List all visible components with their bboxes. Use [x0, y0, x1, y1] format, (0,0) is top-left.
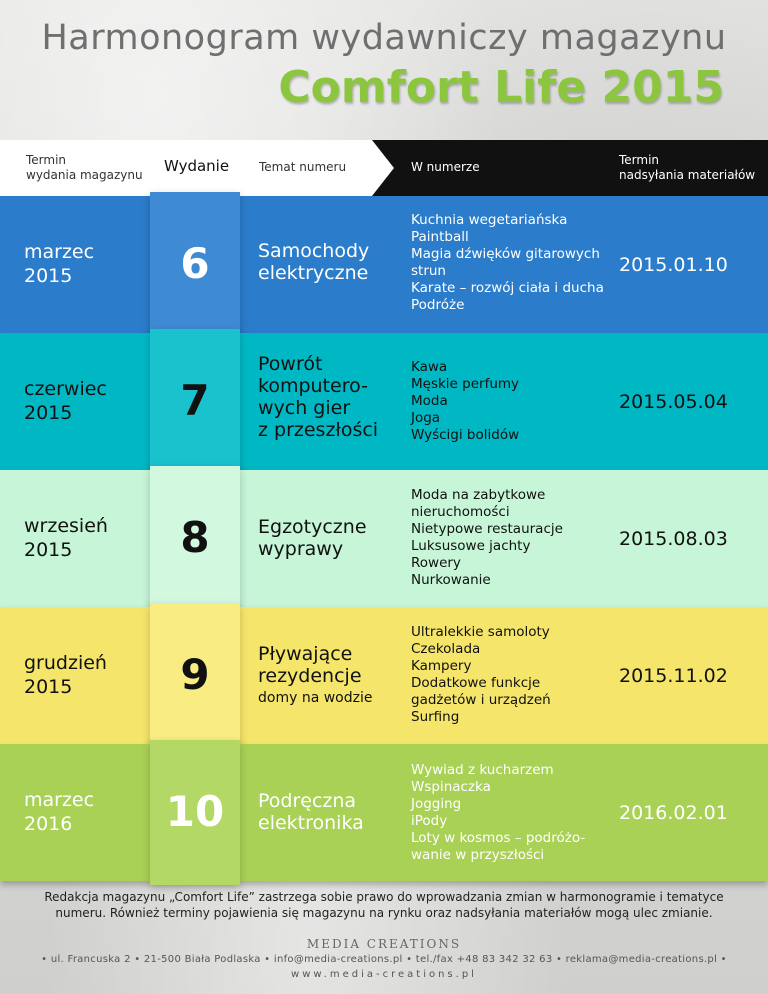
table-row	[0, 744, 768, 881]
issue-month: marzec 2016	[24, 789, 95, 835]
issue-deadline: 2015.05.04	[619, 391, 728, 413]
header-termin-wydania: Termin wydania magazynu	[26, 153, 143, 182]
table-row	[0, 607, 768, 744]
issue-number: 10	[165, 787, 225, 836]
issue-items: Moda na zabytkowe nieruchomości Nietypowe restauracje Luksusowe jachty Rowery Nurkowanie	[411, 487, 563, 588]
header-wydanie: Wydanie	[164, 157, 230, 175]
header-temat: Temat numeru	[259, 160, 347, 174]
disclaimer: Redakcja magazynu „Comfort Life” zastrzega sobie prawo do wprowadzania zmian w harmonogramie i tematyce numeru. Również terminy pojawienia się magazynu na rynku oraz nadsyłania materiałów mogą ulec zmianie.	[44, 890, 724, 920]
issue-number: 8	[180, 513, 210, 562]
contact-address: • ul. Francuska 2 • 21-500 Biała Podlaska • info@media-creations.pl • tel./fax +48 83 342 32 63 • reklama@media-creations.pl •	[41, 954, 727, 965]
brand-logo-text: MEDIA CREATIONS	[306, 937, 462, 951]
issue-theme: Samochody elektryczne	[258, 240, 370, 284]
issue-items: Ultralekkie samoloty Czekolada Kampery Dodatkowe funkcje gadżetów i urządzeń Surfing	[411, 624, 551, 725]
table-row	[0, 333, 768, 470]
page-title: Harmonogram wydawniczy magazynu	[41, 18, 727, 58]
issue-items: Kawa Męskie perfumy Moda Joga Wyścigi bolidów	[411, 359, 520, 443]
table-row	[0, 470, 768, 607]
header-termin-nadsylania: Termin nadsyłania materiałów	[619, 153, 756, 182]
issue-number: 7	[180, 376, 210, 425]
header-w-numerze: W numerze	[411, 160, 480, 174]
issue-deadline: 2015.08.03	[619, 528, 728, 550]
issue-theme: Podręczna elektronika	[258, 790, 364, 834]
website-link[interactable]: www.media-creations.pl	[291, 969, 477, 980]
issue-number: 9	[180, 650, 210, 699]
table-header	[0, 140, 768, 196]
issue-items: Kuchnia wegetariańska Paintball Magia dźwięków gitarowych strun Karate – rozwój ciała i ducha Podróże	[411, 212, 604, 313]
issue-deadline: 2016.02.01	[619, 802, 728, 824]
issue-theme: Egzotyczne wyprawy	[258, 516, 367, 560]
issue-theme: Powrót komputero- wych gier z przeszłości	[258, 353, 379, 441]
issue-month: marzec 2015	[24, 241, 95, 287]
issue-number: 6	[180, 239, 210, 288]
table-row	[0, 196, 768, 333]
page-subtitle: Comfort Life 2015	[278, 62, 724, 113]
issue-month: grudzień 2015	[24, 652, 107, 698]
issue-deadline: 2015.01.10	[619, 254, 728, 276]
issue-deadline: 2015.11.02	[619, 665, 728, 687]
issue-theme-sub: domy na wodzie	[258, 690, 373, 706]
issue-month: czerwiec 2015	[24, 378, 107, 424]
issue-items: Wywiad z kucharzem Wspinaczka Jogging iPody Loty w kosmos – podróżo- wanie w przyszłości	[411, 762, 586, 863]
issue-theme: Pływające rezydencje	[258, 643, 362, 687]
header-arrow	[372, 140, 394, 196]
issue-month: wrzesień 2015	[24, 515, 108, 561]
